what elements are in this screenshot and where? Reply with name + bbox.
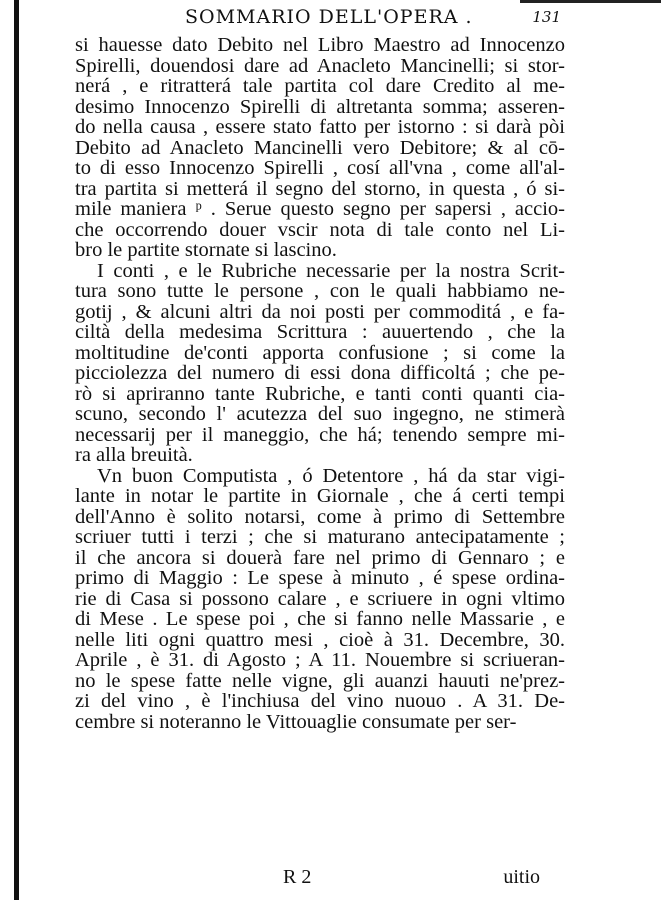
text-line: Vn buon Computista , ó Detentore , há da star vigi- [97,464,565,487]
text-line: Debito ad Anacleto Mancinelli vero Debitore; & al cō- [75,136,565,159]
text-line: nelle liti ogni quattro mesi , cioè à 31. Decembre, 30. [75,628,565,651]
text-line: zi del vino , è l'inchiusa del vino nuouo . A 31. De- [75,690,565,712]
page-binding-edge [14,0,19,900]
text-line: necessarij per il maneggio, che há; tenendo sempre mi- [75,423,565,446]
page-header [75,6,565,32]
signature-mark: R 2 [283,866,312,888]
paragraph [75,261,565,466]
text-line: il che ancora si douerà fare nel primo di Gennaro ; e [75,546,565,569]
text-line: tura sono tutte le persone , con le quali habbiamo ne- [75,280,565,302]
text-line: gotij , & alcuni altri da noi posti per commoditá , e fa- [75,300,565,323]
scan-top-edge [520,0,661,3]
text-line: bro le partite stornate si lascino. [75,239,337,261]
text-line: scriuer tutti i terzi ; che si maturano antecipatamente ; [75,526,565,548]
text-line: dell'Anno è solito notarsi, come à primo di Settembre [75,505,565,528]
text-line: nerá , e ritratterá tale partita col dare Credito al me- [75,75,565,97]
text-line: si hauesse dato Debito nel Libro Maestro ad Innocenzo [75,34,565,56]
page-footer [75,866,565,890]
paragraph [75,466,565,733]
text-line: moltitudine de'conti apporta confusione ; si come la [75,341,565,364]
running-title: SOMMARIO DELL'OPERA . [185,6,473,28]
text-line: no le spese fatte nelle vigne, gli auanzi hauuti ne'prez- [75,669,565,692]
text-line: di Mese . Le spese poi , che si fanno nelle Massarie , e [75,608,565,630]
text-line: do nella causa , essere stato fatto per istorno : si darà pòi [75,116,565,138]
text-line: mile maniera ᵖ . Serue questo segno per sapersi , accio- [75,198,565,220]
text-line: Spirelli, douendosi dare ad Anacleto Mancinelli; si stor- [75,54,565,77]
text-line: scuno, secondo l' acutezza del suo ingegno, ne stimerà [75,403,565,425]
text-line: Aprile , è 31. di Agosto ; A 11. Nouembre si scriueran- [75,649,565,671]
text-line: cembre si noteranno le Vittouaglie consumate per ser- [75,710,517,733]
text-line: rie di Casa si possono calare , e scriuere in ogni vltimo [75,587,565,610]
text-line: ra alla breuità. [75,444,193,466]
paragraph [75,35,565,261]
text-line: I conti , e le Rubriche necessarie per la nostra Scrit- [97,259,565,282]
catchword: uitio [503,866,540,888]
text-line: lante in notar le partite in Giornale , che á certi tempi [75,485,565,507]
text-line: to di esso Innocenzo Spirelli , cosí all'vna , come all'al- [75,157,565,179]
text-line: che occorrendo douer vscir nota di tale conto nel Li- [75,218,565,241]
text-line: primo di Maggio : Le spese à minuto , é spese ordina- [75,567,565,589]
text-line: ciltà della medesima Scrittura : auuertendo , che la [75,321,565,343]
text-line: tra partita si metterá il segno del storno, in questa , ó si- [75,177,565,200]
text-line: desimo Innocenzo Spirelli di altretanta somma; asseren- [75,95,565,118]
text-line: rò si apriranno tante Rubriche, e tanti conti quanti cia- [75,382,565,405]
text-line: picciolezza del numero di essi dona difficoltá ; che pe- [75,362,565,384]
page-number: 131 [532,8,561,26]
page-body [75,35,565,732]
